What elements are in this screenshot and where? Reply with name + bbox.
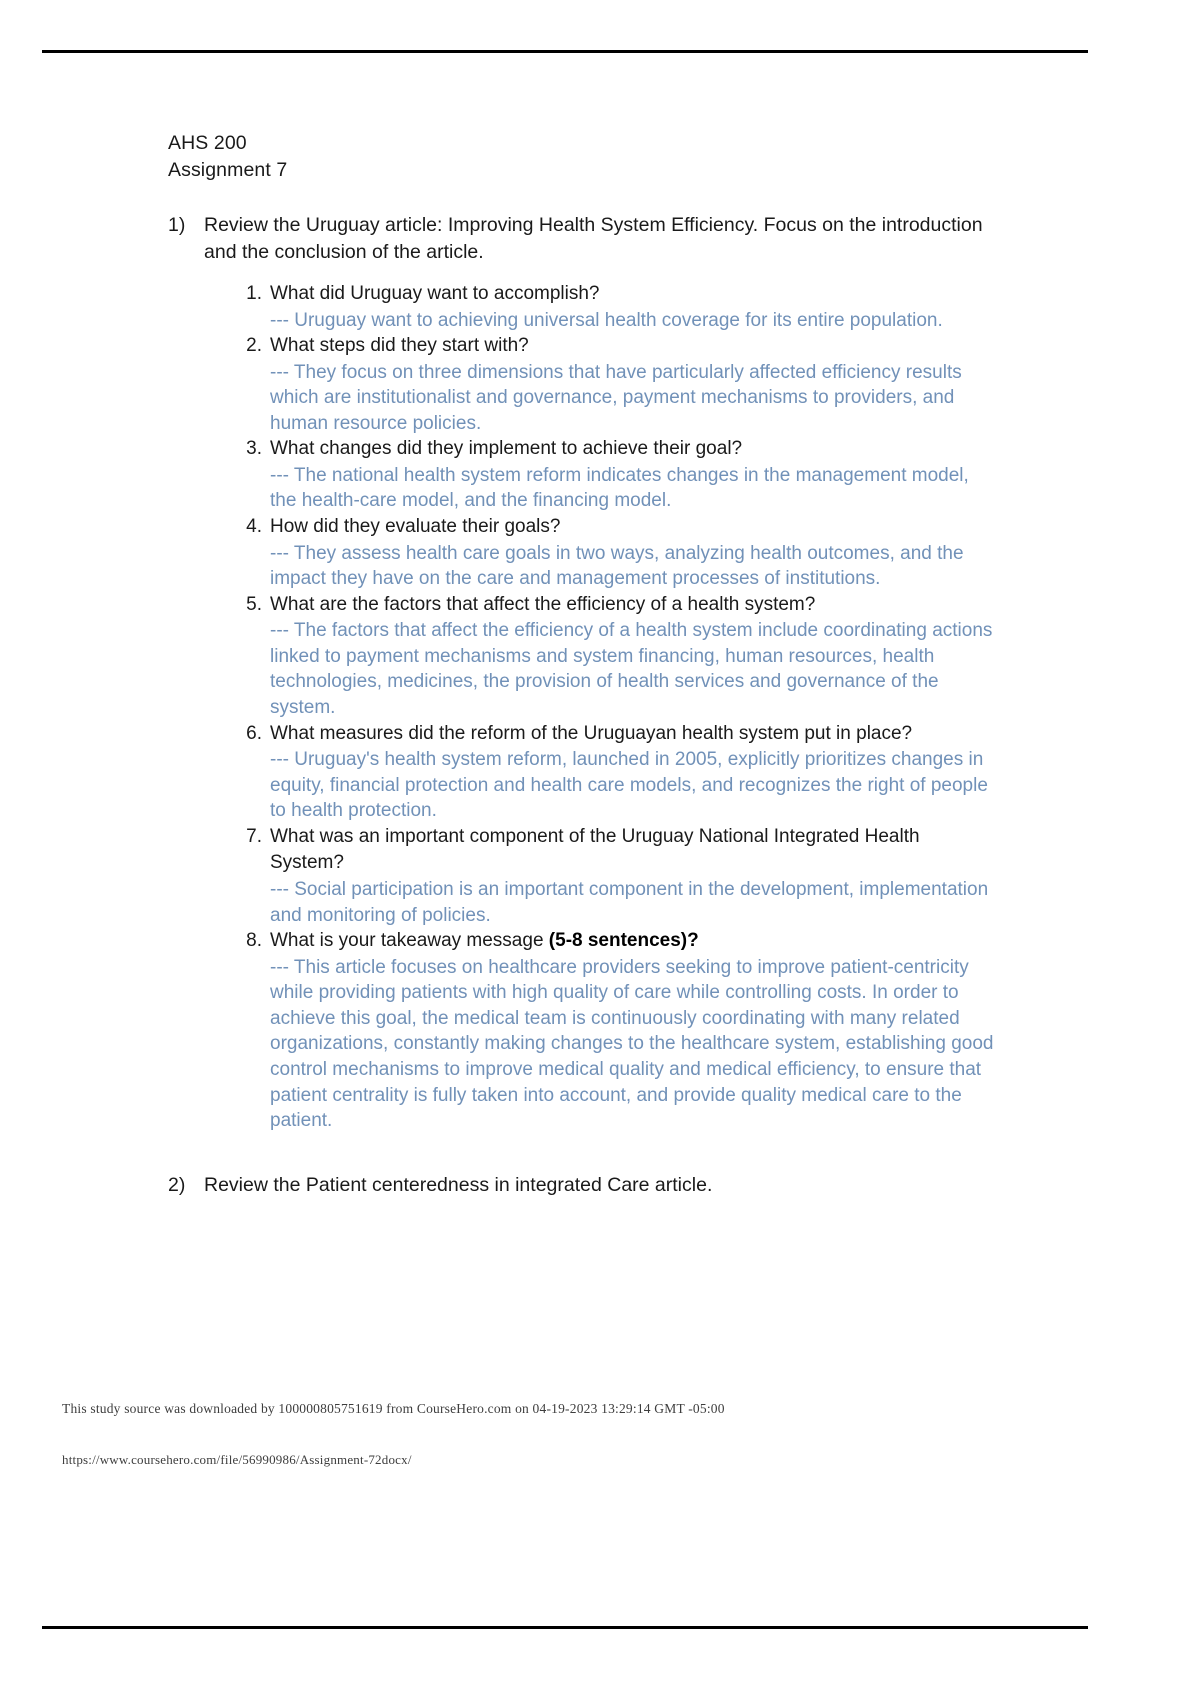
answer-text-3: --- The national health system reform indicates changes in the management model, the health-care model, and the financing model. [270, 464, 969, 512]
question-marker-5: 5. [246, 593, 262, 615]
page-top-rule [42, 50, 1088, 53]
question-marker-2: 2. [246, 335, 262, 357]
spacer [168, 1134, 998, 1172]
list-item-2 [168, 1172, 998, 1199]
list-marker-2: 2) [168, 1173, 186, 1196]
question-item-4 [236, 514, 998, 592]
question-text-3: What changes did they implement to achieve their goal? [270, 438, 743, 460]
list-item-1 [168, 212, 998, 266]
answer-text-7: --- Social participation is an important component in the development, implementation and monitoring of policies. [270, 878, 989, 926]
question-text-6: What measures did the reform of the Uruguayan health system put in place? [270, 722, 913, 744]
question-item-8 [236, 928, 998, 1134]
list-marker-1: 1) [168, 214, 186, 236]
question-marker-4: 4. [246, 516, 262, 538]
question-text-8 [270, 928, 998, 955]
question-marker-7: 7. [246, 825, 262, 847]
answer-text-2: --- They focus on three dimensions that have particularly affected efficiency results which are institutionalist and governance, payment mechanisms to providers, and human resource policies. [270, 361, 962, 434]
question-item-1 [236, 281, 998, 333]
coursehero-download-note: This study source was downloaded by 100000805751619 from CourseHero.com on 04-19-2023 13:29:14 GMT -05:00 [62, 1401, 725, 1416]
course-code: AHS 200 [168, 132, 247, 154]
question-text-8-lead: What is your takeaway message [270, 930, 549, 952]
question-list [236, 281, 998, 1134]
question-item-6 [236, 721, 998, 824]
question-item-3 [236, 436, 998, 514]
spacer [168, 266, 998, 281]
list-item-1-text: Review the Uruguay article: Improving Health System Efficiency. Focus on the introduction and the conclusion of the article. [204, 214, 983, 263]
question-text-1: What did Uruguay want to accomplish? [270, 283, 600, 304]
answer-text-8: --- This article focuses on healthcare providers seeking to improve patient-centricity while providing patients with high quality of care while controlling costs. In order to achieve this goal, the medical team is continuously coordinating with many related organizations, constantly making changes to the healthcare system, establishing good control mechanisms to improve medical quality and medical efficiency, to ensure that patient centrality is fully taken into account, and provide quality medical care to the patient. [270, 956, 994, 1132]
question-marker-8: 8. [246, 930, 262, 952]
question-item-2 [236, 333, 998, 436]
coursehero-source-url: https://www.coursehero.com/file/56990986/Assignment-72docx/ [62, 1452, 412, 1467]
question-text-7: What was an important component of the Uruguay National Integrated Health System? [270, 825, 920, 874]
list-item-2-text: Review the Patient centeredness in integrated Care article. [204, 1173, 713, 1196]
question-text-8-emphasis: (5-8 sentences)? [548, 930, 699, 952]
answer-text-5: --- The factors that affect the efficiency of a health system include coordinating actions linked to payment mechanisms and system financing, human resources, health technologies, medicines, the provision of health services and governance of the system. [270, 620, 993, 719]
question-marker-3: 3. [246, 438, 262, 460]
answer-text-1: --- Uruguay want to achieving universal health coverage for its entire population. [270, 309, 943, 331]
spacer [168, 184, 998, 212]
assignment-title: Assignment 7 [168, 159, 288, 181]
question-item-7 [236, 824, 998, 928]
question-item-5 [236, 592, 998, 721]
answer-text-4: --- They assess health care goals in two ways, analyzing health outcomes, and the impact they have on the care and management processes of institutions. [270, 542, 964, 590]
document-body [168, 130, 998, 1199]
question-marker-1: 1. [246, 283, 262, 304]
question-marker-6: 6. [246, 722, 262, 744]
question-text-4: How did they evaluate their goals? [270, 516, 561, 538]
question-text-2: What steps did they start with? [270, 335, 529, 357]
page-bottom-rule [42, 1626, 1088, 1629]
question-text-5: What are the factors that affect the efficiency of a health system? [270, 593, 816, 615]
answer-text-6: --- Uruguay's health system reform, launched in 2005, explicitly prioritizes changes in equity, financial protection and health care models, and recognizes the right of people to health protection. [270, 749, 988, 822]
